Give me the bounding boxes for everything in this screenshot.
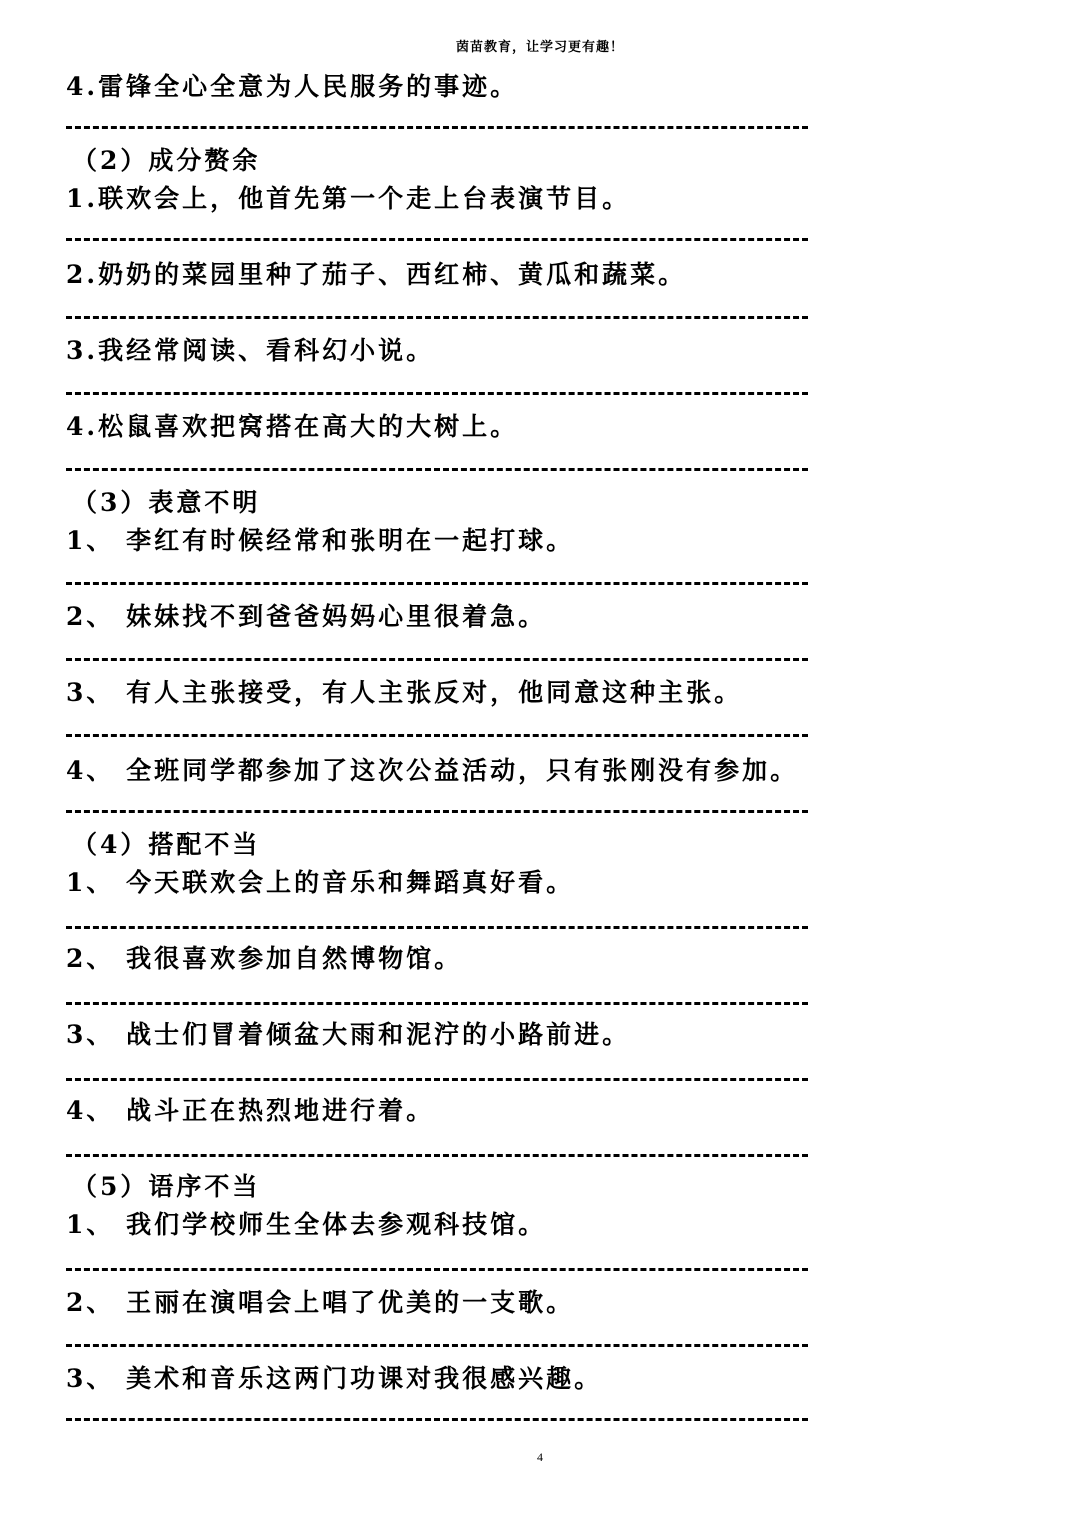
answer-line (66, 582, 808, 585)
answer-line (66, 1002, 808, 1005)
question-text: 4.松鼠喜欢把窝搭在高大的大树上。 (66, 412, 519, 441)
answer-line (66, 126, 808, 129)
question-text: 4、 战斗正在热烈地进行着。 (66, 1096, 435, 1125)
answer-line (66, 468, 808, 471)
answer-line (66, 392, 808, 395)
question-text: 2、 王丽在演唱会上唱了优美的一支歌。 (66, 1288, 575, 1317)
question-text: 2、 妹妹找不到爸爸妈妈心里很着急。 (66, 602, 547, 631)
answer-line (66, 238, 808, 241)
page-number: 4 (537, 1450, 543, 1464)
section-heading: （3）表意不明 (72, 488, 261, 517)
page-header: 茵苗教育，让学习更有趣！ (455, 40, 624, 55)
answer-line (66, 1344, 808, 1347)
section-heading: （5）语序不当 (72, 1172, 261, 1201)
answer-line (66, 926, 808, 929)
answer-line (66, 316, 808, 319)
question-text: 1、 今天联欢会上的音乐和舞蹈真好看。 (66, 868, 575, 897)
answer-line (66, 734, 808, 737)
section-heading: （4）搭配不当 (72, 830, 261, 859)
question-text: 1.联欢会上，他首先第一个走上台表演节目。 (66, 184, 631, 213)
answer-line (66, 1268, 808, 1271)
question-text: 1、 我们学校师生全体去参观科技馆。 (66, 1210, 547, 1239)
question-text: 3、 战士们冒着倾盆大雨和泥泞的小路前进。 (66, 1020, 631, 1049)
question-text: 3、 美术和音乐这两门功课对我很感兴趣。 (66, 1364, 603, 1393)
answer-line (66, 658, 808, 661)
section-heading: （2）成分赘余 (72, 146, 261, 175)
answer-line (66, 810, 808, 813)
answer-line (66, 1154, 808, 1157)
question-text: 1、 李红有时候经常和张明在一起打球。 (66, 526, 575, 555)
question-text: 3.我经常阅读、看科幻小说。 (66, 336, 435, 365)
question-text: 3、 有人主张接受，有人主张反对，他同意这种主张。 (66, 678, 743, 707)
answer-line (66, 1078, 808, 1081)
question-text: 2、 我很喜欢参加自然博物馆。 (66, 944, 463, 973)
question-text: 4.雷锋全心全意为人民服务的事迹。 (66, 72, 519, 101)
answer-line (66, 1418, 808, 1421)
question-text: 2.奶奶的菜园里种了茄子、西红柿、黄瓜和蔬菜。 (66, 260, 687, 289)
question-text: 4、 全班同学都参加了这次公益活动，只有张刚没有参加。 (66, 756, 799, 785)
